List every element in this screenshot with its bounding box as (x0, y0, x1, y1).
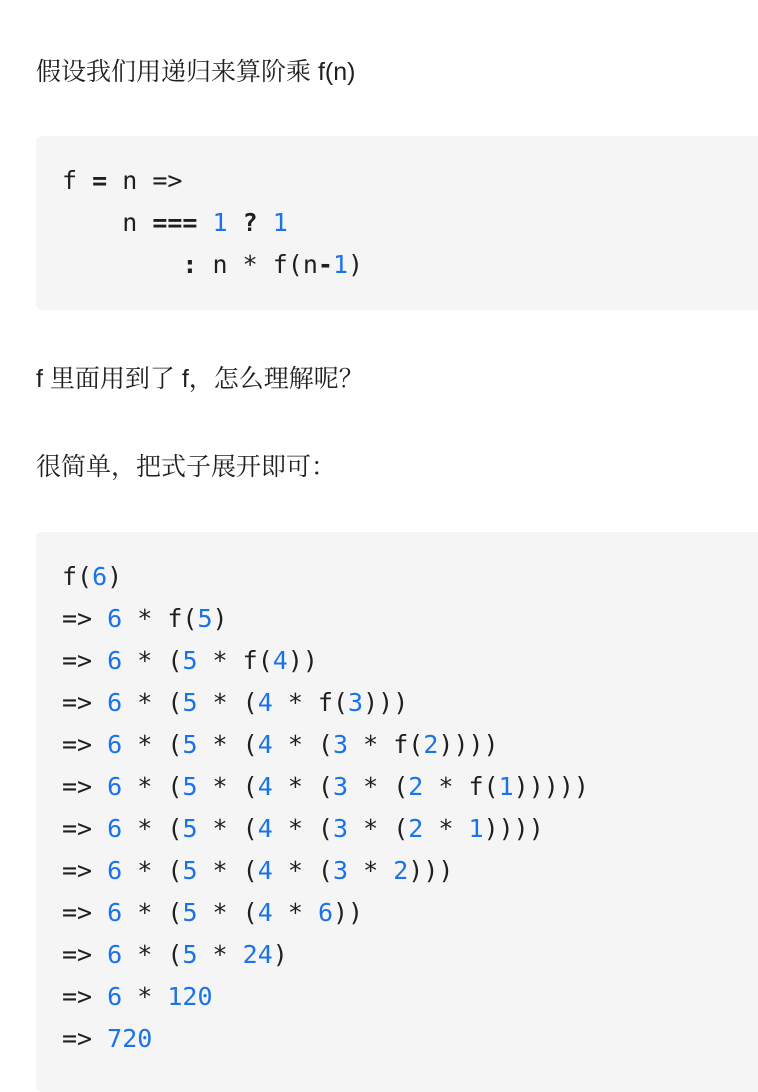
code-number-token: 4 (257, 856, 273, 885)
code-token: * ( (197, 856, 258, 885)
code-line (62, 892, 758, 934)
code-token: => (62, 772, 108, 801)
code-token: * ( (348, 814, 409, 843)
code-number-token: 6 (107, 814, 123, 843)
code-number-token: 5 (182, 940, 198, 969)
code-token: * (272, 898, 318, 927)
code-token: * f( (272, 688, 349, 717)
code-token: => (62, 940, 108, 969)
code-token: * f( (197, 646, 273, 675)
code-token: ))))) (513, 772, 589, 801)
code-token: * ( (122, 688, 183, 717)
answer-paragraph: 很简单，把式子展开即可： (36, 453, 337, 481)
code-line (62, 1018, 758, 1060)
code-number-token: 6 (107, 688, 123, 717)
code-number-token: 5 (182, 646, 198, 675)
code-number-token: 6 (107, 730, 123, 759)
code-number-token: 3 (333, 730, 349, 759)
code-token: ))) (363, 688, 409, 717)
code-line (62, 556, 758, 598)
code-token: * ( (197, 688, 258, 717)
code-number-token: 1 (332, 250, 349, 279)
code-number-token: 3 (333, 772, 349, 801)
code-number-token: 5 (182, 688, 198, 717)
code-token: => (62, 646, 108, 675)
code-number-token: 4 (257, 814, 273, 843)
code-token: * (197, 940, 243, 969)
code-number-token: 5 (197, 604, 213, 633)
code-line (62, 976, 758, 1018)
code-number-token: 3 (333, 814, 349, 843)
code-token: * ( (272, 814, 333, 843)
code-token: * ( (122, 856, 183, 885)
code-number-token: 6 (92, 562, 108, 591)
code-operator-token: - (317, 250, 333, 279)
code-block-expansion (36, 532, 758, 1092)
code-token: n * f(n (197, 250, 318, 279)
code-token: * ( (272, 856, 333, 885)
code-line (62, 850, 758, 892)
code-number-token: 6 (317, 898, 333, 927)
code-token: * ( (122, 940, 183, 969)
code-line (62, 598, 758, 640)
code-token: * f( (348, 730, 424, 759)
code-token (228, 208, 243, 237)
code-number-token: 2 (423, 730, 439, 759)
code-line (62, 682, 758, 724)
code-number-token: 4 (257, 688, 273, 717)
code-token: * ( (122, 898, 183, 927)
code-token: * ( (272, 730, 333, 759)
code-token (258, 208, 273, 237)
code-token (62, 250, 182, 279)
code-line (62, 640, 758, 682)
code-number-token: 2 (393, 856, 409, 885)
question-paragraph: f 里面用到了 f，怎么理解呢？ (36, 365, 364, 393)
code-token: f (62, 166, 93, 195)
code-line (62, 202, 758, 244)
code-token: * ( (122, 730, 183, 759)
code-number-token: 6 (107, 646, 123, 675)
code-number-token: 120 (167, 982, 213, 1011)
code-operator-token: ? (242, 208, 258, 237)
code-number-token: 1 (468, 814, 484, 843)
code-token: * ( (122, 814, 183, 843)
code-number-token: 720 (107, 1024, 153, 1053)
code-token: * (348, 856, 394, 885)
code-token: ) (272, 940, 288, 969)
code-block-factorial-definition (36, 136, 758, 310)
code-number-token: 5 (182, 856, 198, 885)
code-token: * ( (122, 772, 183, 801)
code-token: * (122, 982, 168, 1011)
code-line (62, 244, 758, 286)
code-number-token: 2 (408, 772, 424, 801)
code-number-token: 4 (257, 898, 273, 927)
code-number-token: 6 (107, 772, 123, 801)
code-number-token: 5 (182, 814, 198, 843)
code-operator-token: : (182, 250, 198, 279)
code-operator-token: = (92, 166, 108, 195)
code-number-token: 6 (107, 982, 123, 1011)
code-token: * ( (122, 646, 183, 675)
code-number-token: 5 (182, 898, 198, 927)
code-line (62, 808, 758, 850)
intro-paragraph: 假设我们用递归来算阶乘 f(n) (36, 58, 356, 86)
code-number-token: 4 (257, 772, 273, 801)
code-token: f( (62, 562, 93, 591)
code-token: => (62, 814, 108, 843)
code-token: => (62, 604, 108, 633)
code-number-token: 6 (107, 898, 123, 927)
code-token: => (62, 982, 108, 1011)
code-token: * ( (197, 772, 258, 801)
code-token: n (62, 208, 153, 237)
code-token: * ( (197, 730, 258, 759)
code-line (62, 766, 758, 808)
code-number-token: 3 (333, 856, 349, 885)
code-token: ) (212, 604, 228, 633)
code-token: ) (107, 562, 123, 591)
code-number-token: 3 (348, 688, 364, 717)
code-number-token: 6 (107, 856, 123, 885)
code-number-token: 5 (182, 730, 198, 759)
code-token: * ( (272, 772, 333, 801)
code-line (62, 160, 758, 202)
code-line (62, 724, 758, 766)
code-token: * ( (197, 814, 258, 843)
code-token: )) (333, 898, 364, 927)
code-number-token: 2 (408, 814, 424, 843)
code-token: * f( (423, 772, 499, 801)
code-line (62, 934, 758, 976)
code-number-token: 24 (242, 940, 273, 969)
code-number-token: 4 (272, 646, 288, 675)
code-token: * f( (122, 604, 198, 633)
code-token: => (62, 856, 108, 885)
code-token: * ( (197, 898, 258, 927)
code-token: )))) (483, 814, 544, 843)
code-token: => (62, 898, 108, 927)
code-number-token: 6 (107, 604, 123, 633)
code-number-token: 1 (212, 208, 228, 237)
code-token: )))) (438, 730, 499, 759)
code-token: * (423, 814, 469, 843)
code-operator-token: === (152, 208, 198, 237)
code-number-token: 5 (182, 772, 198, 801)
code-token: * ( (348, 772, 409, 801)
code-number-token: 1 (272, 208, 288, 237)
code-token: n => (107, 166, 183, 195)
code-number-token: 1 (498, 772, 514, 801)
code-number-token: 4 (257, 730, 273, 759)
code-token: ) (348, 250, 364, 279)
code-token: )) (287, 646, 318, 675)
code-token: => (62, 730, 108, 759)
code-token: ))) (408, 856, 454, 885)
code-token: => (62, 1024, 108, 1053)
code-token (197, 208, 212, 237)
code-number-token: 6 (107, 940, 123, 969)
code-token: => (62, 688, 108, 717)
